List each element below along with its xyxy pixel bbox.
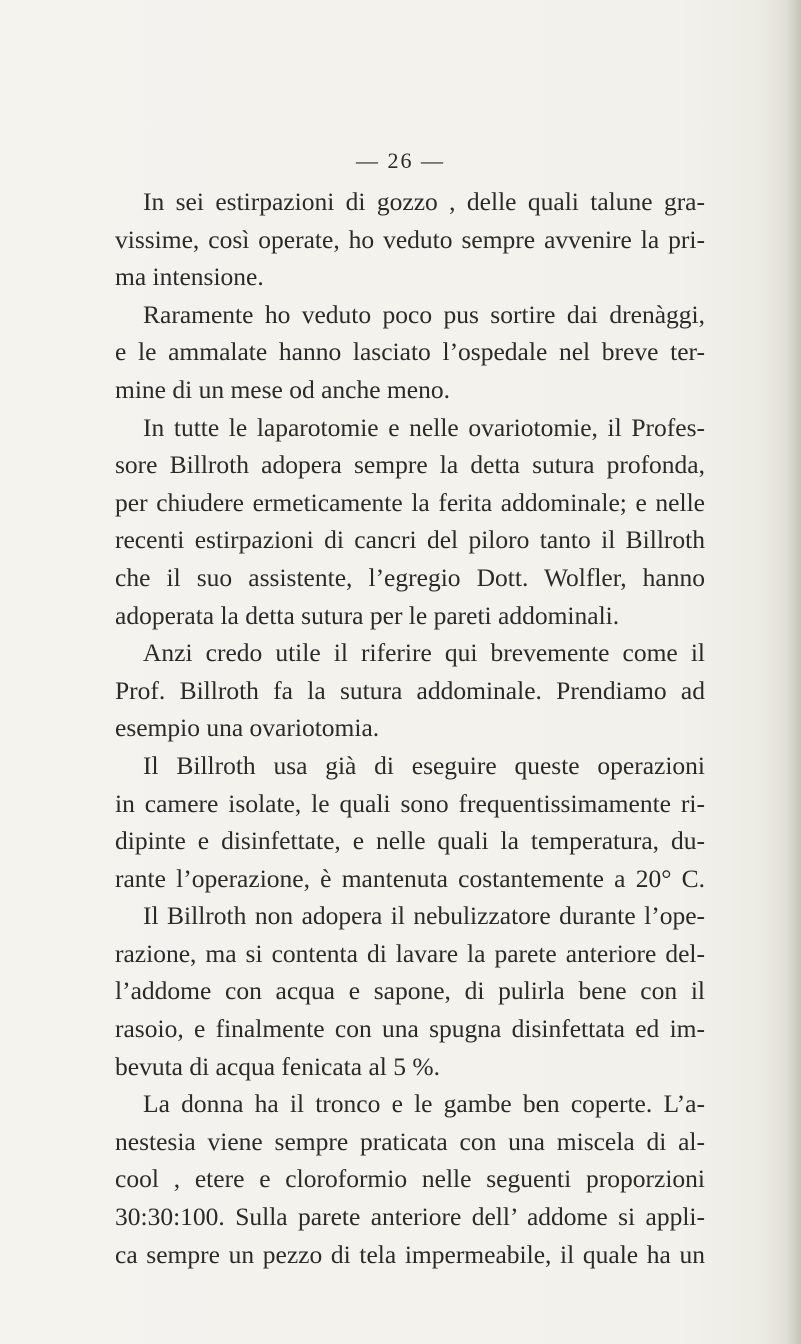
text-line: mine di un mese od anche meno. xyxy=(115,374,450,404)
text-line: 30:30:100. Sulla parete anteriore dell’ addome si appli- xyxy=(115,1202,705,1232)
text-line: l’addome con acqua e sapone, di pulirla bene con il xyxy=(115,976,705,1006)
text-line: In tutte le laparotomie e nelle ovariotomie, il Profes- xyxy=(143,412,705,442)
text-line: Anzi credo utile il riferire qui brevemente come il xyxy=(143,638,705,668)
body-text xyxy=(115,183,705,1273)
text-line: per chiudere ermeticamente la ferita addominale; e nelle xyxy=(115,487,705,517)
text-line: bevuta di acqua fenicata al 5 %. xyxy=(115,1051,440,1081)
text-line: ca sempre un pezzo di tela impermeabile, il quale ha un xyxy=(115,1239,705,1269)
text-line: in camere isolate, le quali sono frequentissimamente ri- xyxy=(115,788,705,818)
text-line: In sei estirpazioni di gozzo , delle quali talune gra- xyxy=(143,187,705,216)
text-line: sore Billroth adopera sempre la detta sutura profonda, xyxy=(115,450,705,480)
text-line: cool , etere e cloroformio nelle seguenti proporzioni xyxy=(115,1164,705,1194)
text-line: ma intensione. xyxy=(115,262,264,292)
text-line: nestesia viene sempre praticata con una miscela di al- xyxy=(115,1126,705,1156)
text-line: rasoio, e finalmente con una spugna disinfettata ed im- xyxy=(115,1014,705,1044)
text-line: adoperata la detta sutura per le pareti addominali. xyxy=(115,600,620,630)
page-edge-shadow xyxy=(787,0,801,1344)
text-line: Il Billroth usa già di eseguire queste operazioni xyxy=(143,750,705,780)
text-line: esempio una ovariotomia. xyxy=(115,713,380,743)
text-line: razione, ma si contenta di lavare la parete anteriore del- xyxy=(115,938,705,968)
text-line: Il Billroth non adopera il nebulizzatore durante l’ope- xyxy=(143,901,705,931)
text-line: vissime, così operate, ho veduto sempre avvenire la pri- xyxy=(115,224,705,254)
text-line: dipinte e disinfettate, e nelle quali la temperatura, du- xyxy=(115,826,705,856)
text-line: Prof. Billroth fa la sutura addominale. Prendiamo ad xyxy=(115,675,705,705)
text-line: La donna ha il tronco e le gambe ben coperte. L’a- xyxy=(143,1089,705,1119)
text-line: rante l’operazione, è mantenuta costantemente a 20° C. xyxy=(115,863,705,893)
text-line: Raramente ho veduto poco pus sortire dai drenàggi, xyxy=(143,299,705,329)
page-number: — 26 — xyxy=(356,148,445,173)
text-line: recenti estirpazioni di cancri del piloro tanto il Billroth xyxy=(115,525,705,555)
text-line: e le ammalate hanno lasciato l’ospedale nel breve ter- xyxy=(115,337,705,367)
text-line: che il suo assistente, l’egregio Dott. Wolfler, hanno xyxy=(115,562,705,592)
